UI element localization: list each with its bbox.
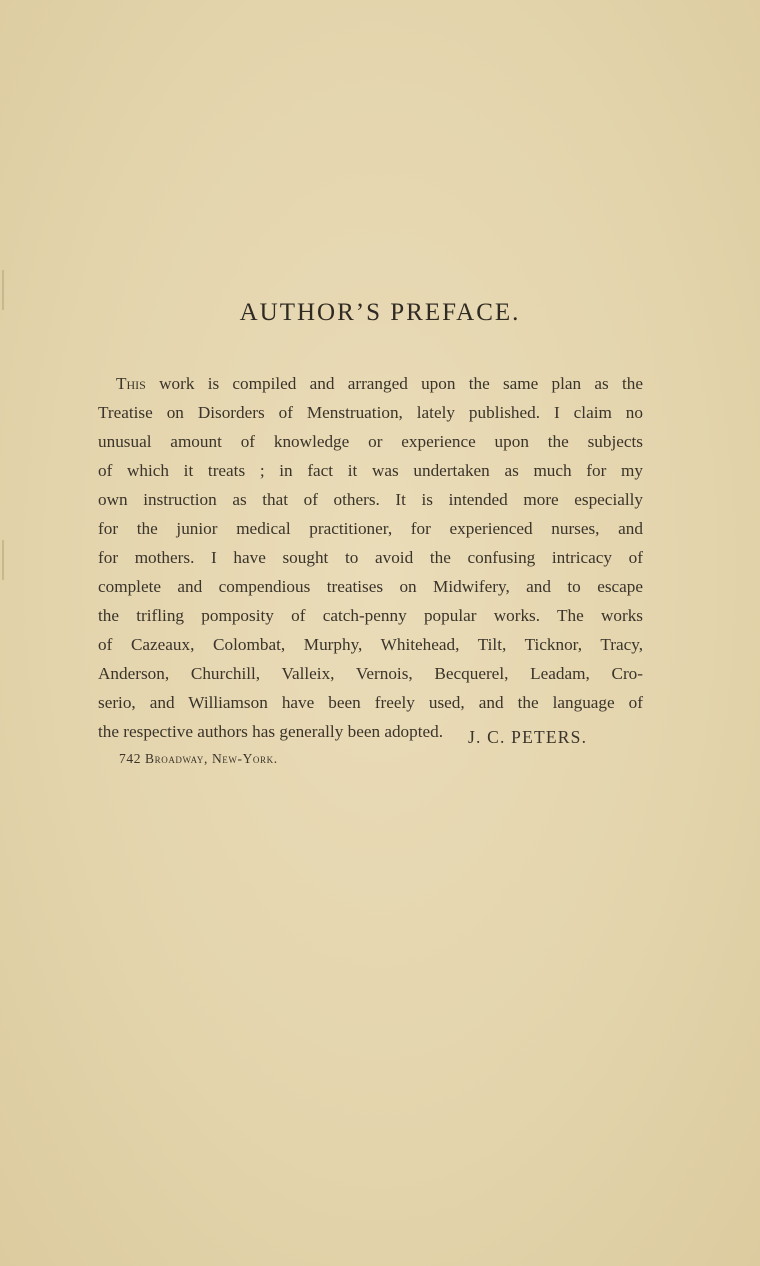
- page-edge-mark: [2, 540, 4, 580]
- preface-line: of Cazeaux, Colombat, Murphy, Whitehead, Tilt, Ticknor, Tracy,: [98, 635, 643, 654]
- preface-line: complete and compendious treatises on Midwifery, and to escape: [98, 577, 643, 596]
- opening-word: This: [116, 374, 146, 393]
- preface-line: for mothers. I have sought to avoid the confusing intricacy of: [98, 548, 643, 567]
- preface-line: for the junior medical practitioner, for experienced nurses, and: [98, 519, 643, 538]
- page-title: AUTHOR’S PREFACE.: [239, 299, 521, 326]
- preface-line: Treatise on Disorders of Menstruation, lately published. I claim no: [98, 403, 643, 422]
- preface-line-text: work is compiled and arranged upon the same plan as the: [145, 374, 643, 393]
- preface-line: unusual amount of knowledge or experience upon the subjects: [98, 432, 643, 451]
- preface-line: [98, 369, 643, 398]
- author-signature: J. C. PETERS.: [468, 727, 588, 747]
- preface-line: Anderson, Churchill, Valleix, Vernois, Becquerel, Leadam, Cro-: [98, 664, 643, 683]
- preface-line: the trifling pomposity of catch-penny popular works. The works: [98, 606, 643, 625]
- preface-paragraph: [98, 369, 643, 746]
- preface-line: serio, and Williamson have been freely used, and the language of: [98, 693, 643, 712]
- author-address: 742 Broadway, New-York.: [119, 751, 278, 766]
- preface-line: the respective authors has generally been adopted.: [98, 722, 444, 741]
- preface-line: own instruction as that of others. It is intended more especially: [98, 490, 643, 509]
- preface-line: of which it treats ; in fact it was undertaken as much for my: [98, 461, 643, 480]
